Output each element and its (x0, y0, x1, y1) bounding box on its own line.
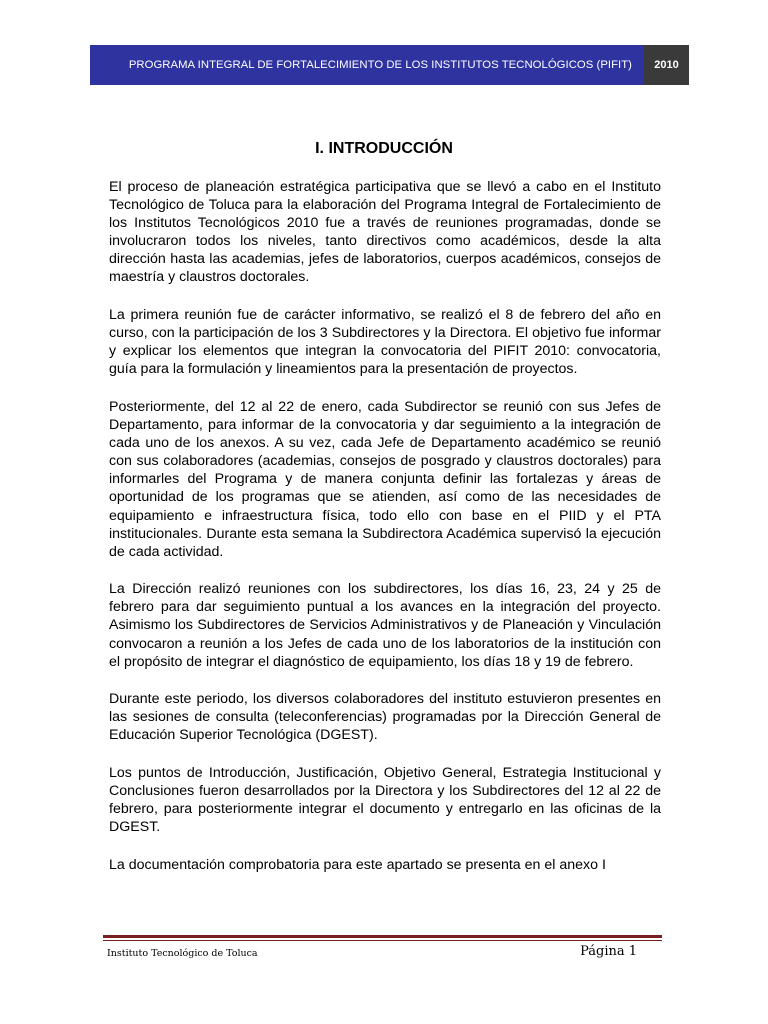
paragraph-3: Posteriormente, del 12 al 22 de enero, cada Subdirector se reunió con sus Jefes de Departamento, para informar de la convocatoria y dar seguimiento a la integración de cada uno de los anexos. A su vez, cada Jefe de Departamento académico se reunió con sus colaboradores (academias, consejos de posgrado y claustros doctorales) para informarles del Programa y de manera conjunta definir las fortalezas y áreas de oportunidad de los programas que se atienden, así como de las necesidades de equipamiento e infraestructura física, todo ello con base en el PIID y el PTA institucionales. Durante esta semana la Subdirectora Académica supervisó la ejecución de cada actividad. (109, 398, 661, 560)
paragraph-4: La Dirección realizó reuniones con los subdirectores, los días 16, 23, 24 y 25 de febrero para dar seguimiento puntual a los avances en la integración del proyecto. Asimismo los Subdirectores de Servicios Administrativos y de Planeación y Vinculación convocaron a reunión a los Jefes de cada uno de los laboratorios de la institución con el propósito de integrar el diagnóstico de equipamiento, los días 18 y 19 de febrero. (109, 581, 661, 670)
paragraph-2: La primera reunión fue de carácter informativo, se realizó el 8 de febrero del año en curso, con la participación de los 3 Subdirectores y la Directora. El objetivo fue informar y explicar los elementos que integran la convocatoria del PIFIT 2010: convocatoria, guía para la formulación y lineamientos para la presentación de proyectos. (109, 307, 661, 378)
section-title: I. INTRODUCCIÓN (315, 140, 453, 157)
page-number: Página 1 (580, 944, 637, 959)
paragraph-6: Los puntos de Introducción, Justificación, Objetivo General, Estrategia Institucional y Conclusiones fueron desarrollados por la Directora y los Subdirectores del 12 al 22 de febrero, para posteriormente integrar el documento y entregarlo en las oficinas de la DGEST. (109, 765, 661, 836)
header-title: PROGRAMA INTEGRAL DE FORTALECIMIENTO DE LOS INSTITUTOS TECNOLÓGICOS (PIFIT) (128, 59, 632, 71)
header-year-box (644, 45, 689, 85)
footer-rule (103, 935, 662, 941)
paragraph-1: El proceso de planeación estratégica participativa que se llevó a cabo en el Instituto Tecnológico de Toluca para la elaboración del Programa Integral de Fortalecimiento de los Institutos Tecnológicos 2010 fue a través de reuniones programadas, donde se involucraron todos los niveles, tanto directivos como académicos, desde la alta dirección hasta las academias, jefes de laboratorios, cuerpos académicos, consejos de maestría y claustros doctorales. (109, 179, 661, 286)
paragraph-7: La documentación comprobatoria para este apartado se presenta en el anexo I (109, 856, 606, 873)
footer-institution: Instituto Tecnológico de Toluca (107, 948, 258, 959)
header-year: 2010 (654, 59, 679, 71)
paragraph-5: Durante este periodo, los diversos colaboradores del instituto estuvieron presentes en las sesiones de consulta (teleconferencias) programadas por la Dirección General de Educación Superior Tecnológica (DGEST). (109, 691, 661, 744)
document-body (109, 178, 661, 894)
header-title-box (90, 45, 644, 85)
page-header (90, 45, 689, 85)
